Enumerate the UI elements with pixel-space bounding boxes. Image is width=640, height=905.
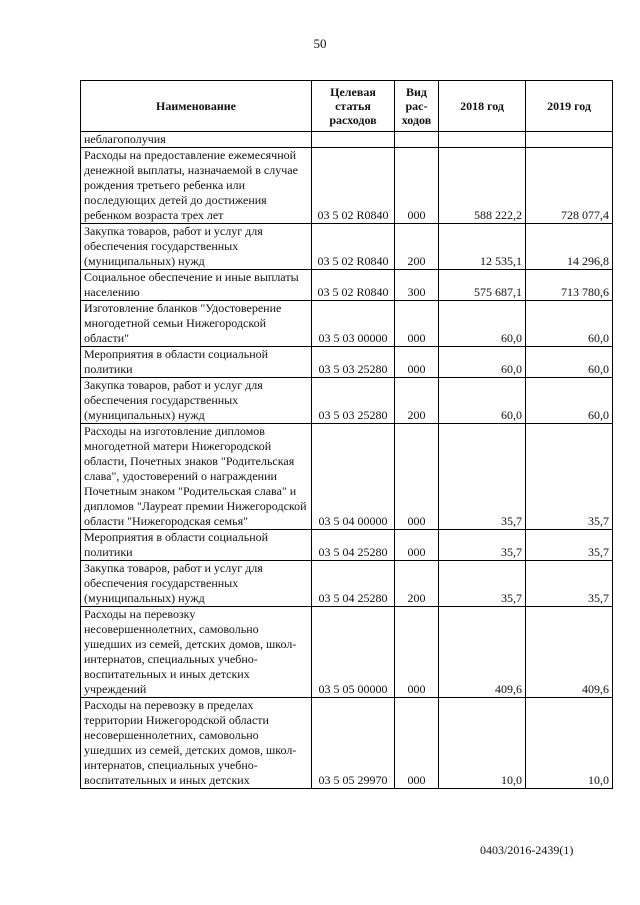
cell-target-article: 03 5 05 29970 <box>312 698 395 789</box>
table-row <box>81 607 613 698</box>
table-row <box>81 378 613 424</box>
table-body <box>81 132 613 789</box>
cell-year-2018: 35,7 <box>439 561 526 607</box>
cell-target-article: 03 5 02 R0840 <box>312 148 395 224</box>
cell-target-article: 03 5 04 00000 <box>312 424 395 530</box>
cell-year-2019: 409,6 <box>526 607 613 698</box>
cell-expense-kind: 000 <box>395 698 439 789</box>
cell-expense-kind: 200 <box>395 224 439 270</box>
cell-expense-kind: 000 <box>395 301 439 347</box>
cell-name: Расходы на изготовление дипломов многодетной матери Нижегородской области, Почетных знаков "Родительская слава", удостоверений о награждении Почетным знаком "Родительская слава" и дипломов "Лауреат премии Нижегородской области "Нижегородская семья" <box>81 424 312 530</box>
cell-name: неблагополучия <box>81 132 312 148</box>
table-row <box>81 301 613 347</box>
header-year-2018: 2018 год <box>439 81 526 132</box>
cell-target-article: 03 5 03 25280 <box>312 347 395 378</box>
cell-year-2018: 409,6 <box>439 607 526 698</box>
cell-year-2019: 728 077,4 <box>526 148 613 224</box>
document-code: 0403/2016-2439(1) <box>480 843 574 857</box>
cell-expense-kind: 000 <box>395 148 439 224</box>
cell-target-article: 03 5 02 R0840 <box>312 224 395 270</box>
cell-target-article: 03 5 03 00000 <box>312 301 395 347</box>
table-row <box>81 698 613 789</box>
cell-expense-kind: 000 <box>395 607 439 698</box>
cell-year-2019: 35,7 <box>526 561 613 607</box>
cell-year-2018: 10,0 <box>439 698 526 789</box>
cell-year-2019: 14 296,8 <box>526 224 613 270</box>
cell-expense-kind <box>395 132 439 148</box>
cell-target-article: 03 5 04 25280 <box>312 561 395 607</box>
header-expense-kind: Вид рас-ходов <box>395 81 439 132</box>
table-row <box>81 424 613 530</box>
table-row <box>81 270 613 301</box>
cell-name: Изготовление бланков "Удостоверение многодетной семьи Нижегородской области" <box>81 301 312 347</box>
cell-year-2019: 60,0 <box>526 347 613 378</box>
table-row <box>81 347 613 378</box>
cell-year-2018: 35,7 <box>439 424 526 530</box>
cell-year-2018: 60,0 <box>439 347 526 378</box>
header-name: Наименование <box>81 81 312 132</box>
cell-name: Расходы на перевозку в пределах территории Нижегородской области несовершеннолетних, самовольно ушедших из семей, детских домов, школ-интернатов, специальных учебно-воспитательных и иных детских <box>81 698 312 789</box>
cell-year-2019: 713 780,6 <box>526 270 613 301</box>
cell-target-article: 03 5 04 25280 <box>312 530 395 561</box>
cell-name: Социальное обеспечение и иные выплаты населению <box>81 270 312 301</box>
cell-expense-kind: 000 <box>395 530 439 561</box>
cell-target-article: 03 5 02 R0840 <box>312 270 395 301</box>
page-number: 50 <box>313 36 327 51</box>
cell-name: Мероприятия в области социальной политики <box>81 347 312 378</box>
cell-name: Закупка товаров, работ и услуг для обеспечения государственных (муниципальных) нужд <box>81 378 312 424</box>
cell-year-2018: 60,0 <box>439 301 526 347</box>
cell-target-article: 03 5 05 00000 <box>312 607 395 698</box>
cell-expense-kind: 300 <box>395 270 439 301</box>
cell-year-2019: 10,0 <box>526 698 613 789</box>
cell-year-2018: 60,0 <box>439 378 526 424</box>
header-target-article: Целевая статья расходов <box>312 81 395 132</box>
cell-expense-kind: 200 <box>395 378 439 424</box>
table-row <box>81 132 613 148</box>
cell-name: Мероприятия в области социальной политики <box>81 530 312 561</box>
cell-year-2019: 60,0 <box>526 301 613 347</box>
cell-year-2018: 35,7 <box>439 530 526 561</box>
cell-expense-kind: 200 <box>395 561 439 607</box>
cell-year-2018: 575 687,1 <box>439 270 526 301</box>
table-header-row <box>81 81 613 132</box>
cell-name: Расходы на перевозку несовершеннолетних, самовольно ушедших из семей, детских домов, школ-интернатов, специальных учебно-воспитательных и иных детских учреждений <box>81 607 312 698</box>
cell-year-2019 <box>526 132 613 148</box>
cell-year-2018: 588 222,2 <box>439 148 526 224</box>
table-row <box>81 224 613 270</box>
cell-year-2019: 35,7 <box>526 424 613 530</box>
cell-target-article: 03 5 03 25280 <box>312 378 395 424</box>
cell-name: Расходы на предоставление ежемесячной денежной выплаты, назначаемой в случае рождения третьего ребенка или последующих детей до достижения ребенком возраста трех лет <box>81 148 312 224</box>
cell-name: Закупка товаров, работ и услуг для обеспечения государственных (муниципальных) нужд <box>81 224 312 270</box>
cell-expense-kind: 000 <box>395 347 439 378</box>
cell-name: Закупка товаров, работ и услуг для обеспечения государственных (муниципальных) нужд <box>81 561 312 607</box>
header-year-2019: 2019 год <box>526 81 613 132</box>
cell-year-2018: 12 535,1 <box>439 224 526 270</box>
table-row <box>81 148 613 224</box>
cell-year-2019: 60,0 <box>526 378 613 424</box>
table-row <box>81 530 613 561</box>
cell-year-2019: 35,7 <box>526 530 613 561</box>
cell-year-2018 <box>439 132 526 148</box>
budget-table <box>80 80 613 789</box>
cell-expense-kind: 000 <box>395 424 439 530</box>
cell-target-article <box>312 132 395 148</box>
table-row <box>81 561 613 607</box>
